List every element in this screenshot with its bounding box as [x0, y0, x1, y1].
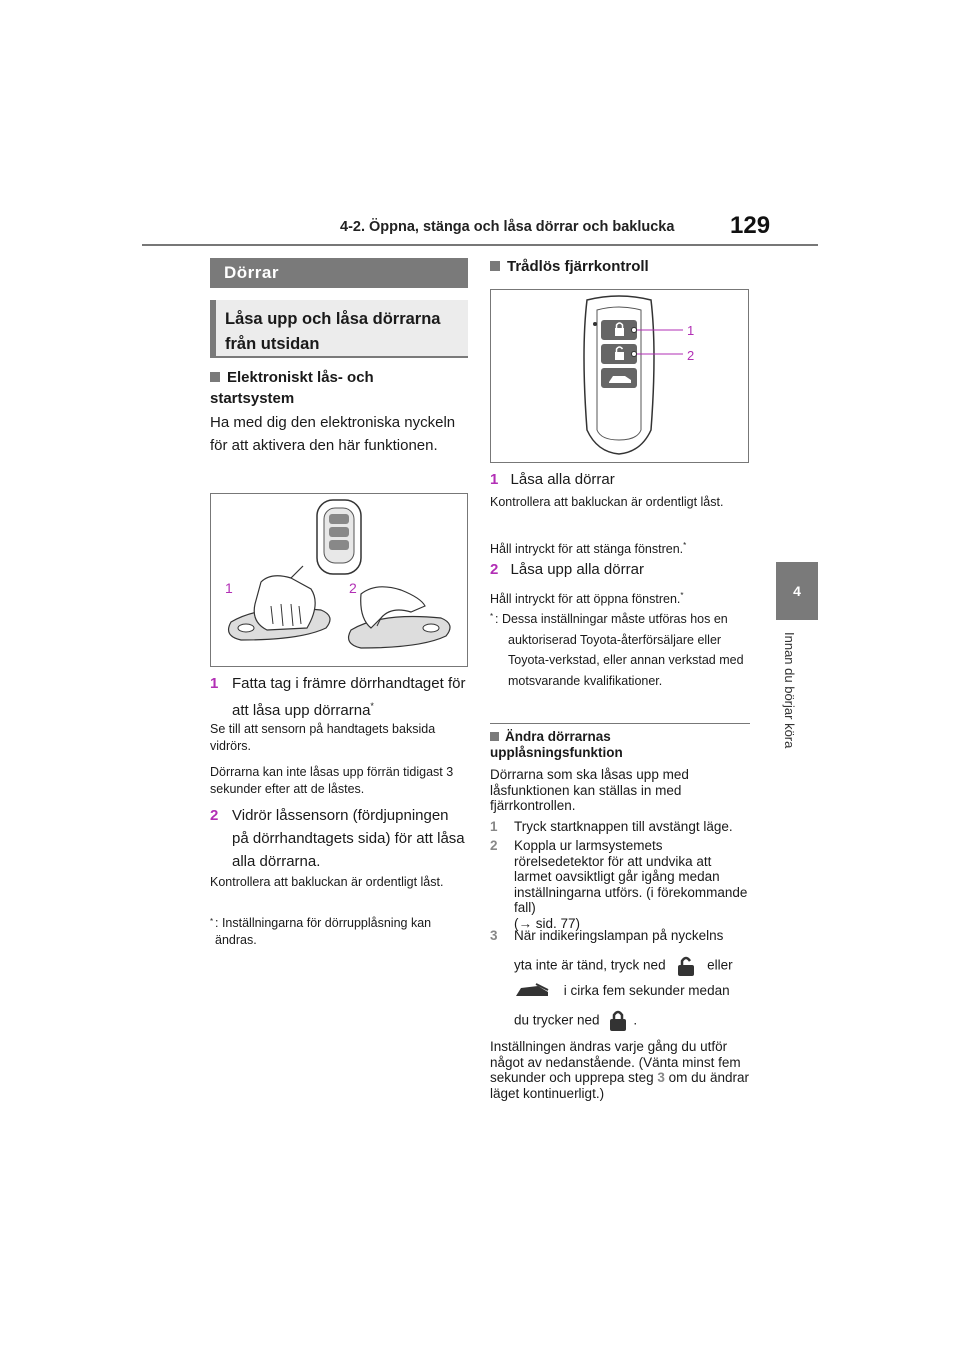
right-note-2: Håll intryckt för att öppna fönstren.*: [490, 591, 684, 607]
door-handle-illustration: [211, 494, 467, 666]
chapter-title: Innan du börjar köra: [782, 632, 797, 749]
bullet-square: [490, 261, 500, 271]
change-step-3-line4: du trycker ned .: [514, 1009, 754, 1033]
step-number: 2: [210, 807, 219, 824]
section-reference: 4-2. Öppna, stänga och låsa dörrar och baklucka: [340, 219, 675, 235]
heading-lock-unlock: Låsa upp och låsa dörrarna från utsidan: [210, 300, 468, 358]
change-unlock-title: Ändra dörrarnas upplåsningsfunktion: [490, 729, 623, 760]
unlock-icon: [675, 955, 697, 977]
callout-1: 1: [687, 323, 695, 338]
right-step-2: 2 Låsa upp alla dörrar: [490, 561, 644, 578]
bullet-square: [210, 372, 220, 382]
key-fob-icon: [584, 296, 654, 454]
remote-illustration: [491, 290, 748, 462]
chapter-tab: 4: [776, 562, 818, 620]
change-final-note: Inställningen ändras varje gång du utför något av nedanstående. (Vänta minst fem sekunder och upprepa steg 3 om du ändrar läget kontinuerligt.): [490, 1039, 749, 1101]
step-number: 1: [490, 471, 499, 488]
step-number: 1: [210, 675, 219, 692]
right-note-1b: Håll intryckt för att stänga fönstren.*: [490, 541, 687, 557]
page-reference[interactable]: (→ sid. 77): [514, 915, 581, 931]
step-number: 2: [490, 561, 499, 578]
page-number: 129: [730, 212, 771, 239]
right-note-1a: Kontrollera att bakluckan är ordentligt låst.: [490, 495, 724, 509]
change-step-3-line3: i cirka fem sekunder medan: [514, 982, 754, 1000]
door-handle-right: [349, 617, 450, 649]
callout-1: 1: [225, 580, 233, 596]
change-step-2: 2 Koppla ur larmsystemets rörelsedetektor för att undvika att larmet oavsiktligt går igång medan inställningarna utförs. (i förekommande fall) (→ sid. 77): [490, 838, 752, 931]
door-handle-figure: [210, 493, 468, 667]
heading-doors: Dörrar: [210, 258, 468, 288]
callout-2: 2: [687, 348, 695, 363]
chapter-title-vertical: [782, 632, 817, 768]
bullet-square: [490, 732, 499, 741]
intro-text: Ha med dig den elektroniska nyckeln för att aktivera den här funktionen.: [210, 414, 456, 454]
left-note-2: Kontrollera att bakluckan är ordentligt låst.: [210, 875, 444, 889]
arrow-right-icon: →: [518, 915, 532, 931]
callout-2: 2: [349, 580, 357, 596]
header-divider: [142, 244, 818, 246]
lock-icon: [607, 1009, 629, 1033]
subsection-remote: Trådlös fjärrkontroll: [490, 256, 750, 277]
trunk-icon: [514, 982, 550, 1000]
left-note-1a: Se till att sensorn på handtagets baksida vidrörs.: [210, 722, 436, 753]
change-intro: Dörrarna som ska låsas upp med låsfunktionen kan ställas in med fjärrkontrollen.: [490, 767, 689, 813]
key-fob-icon: [317, 500, 361, 574]
left-footnote: * : Inställningarna för dörrupplåsning kan ändras.: [210, 916, 432, 947]
right-step-1: 1 Låsa alla dörrar: [490, 471, 615, 488]
section-divider: [490, 723, 750, 724]
hand-icon: [254, 566, 315, 630]
left-note-1b: Dörrarna kan inte låsas upp förrän tidigast 3 sekunder efter att de låstes.: [210, 765, 454, 796]
left-step-2: 2 Vidrör låssensorn (fördjupningen på dörrhandtagets sida) för att låsa alla dörrarna.: [210, 804, 468, 873]
change-step-3: 3 När indikeringslampan på nyckelns: [490, 928, 724, 943]
right-footnote: * : Dessa inställningar måste utföras hos en auktoriserad Toyota-återförsäljare eller Toyota-verkstad, eller annan verkstad med motsvarande kvalifikationer.: [490, 612, 744, 688]
remote-figure: [490, 289, 749, 463]
change-step-1: 1 Tryck startknappen till avstängt läge.: [490, 819, 733, 834]
left-step-1: 1 Fatta tag i främre dörrhandtaget för att låsa upp dörrarna*: [210, 672, 468, 722]
change-step-3-line2: yta inte är tänd, tryck ned eller: [514, 955, 754, 977]
subsection-smart-key: Elektroniskt lås- och startsystem: [210, 369, 374, 407]
